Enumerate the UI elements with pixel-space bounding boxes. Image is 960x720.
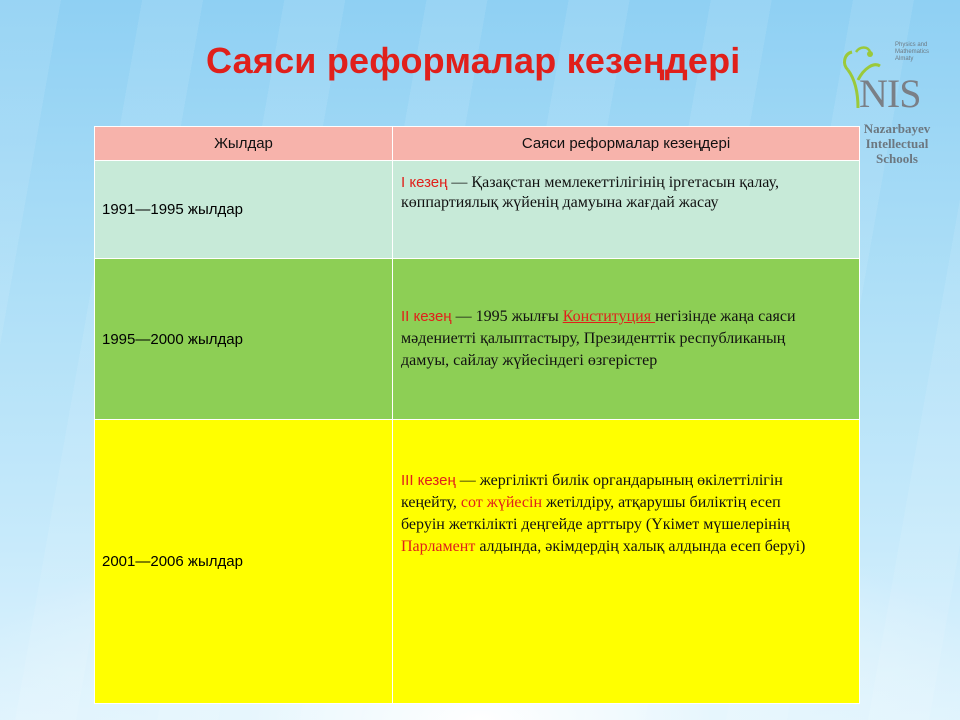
logo-org-name [852, 121, 942, 166]
table-header-row [95, 127, 860, 161]
parliament-highlight: Парламент [401, 538, 476, 555]
years-cell: 2001—2006 жылдар [95, 420, 393, 704]
stage-text-continued: негізінде жаңа саяси мәдениетті қалыптастыру, Президенттік республиканың дамуы, сайлау жүйесіндегі өзгерістер [401, 308, 796, 369]
header-years: Жылдар [95, 127, 393, 161]
logo-mark: NIS [859, 71, 921, 116]
years-cell: 1995—2000 жылдар [95, 259, 393, 420]
constitution-link[interactable]: Конституция [562, 308, 656, 325]
stage-label: II кезең [401, 308, 452, 325]
logo-small-text: Physics and Mathematics Almaty [895, 42, 930, 62]
stage-text: — 1995 жылғы [455, 308, 563, 325]
table-row [95, 259, 860, 420]
reforms-table [94, 126, 860, 704]
stage-text-end: алдында, әкімдердің халық алдында есеп беруі) [475, 538, 806, 555]
stage-text: — Қазақстан мемлекеттілігінің іргетасын қалау, көппартиялық жүйенің дамуына жағдай жасау [401, 174, 779, 211]
org-line-2: Intellectual [865, 136, 929, 151]
table-row [95, 420, 860, 704]
years-cell: 1991—1995 жылдар [95, 161, 393, 259]
stage-text: — жергілікті билік органдарының өкілеттілігін кеңейту, [401, 472, 783, 511]
slide-title: Саяси реформалар кезеңдері [206, 40, 741, 81]
description-cell [393, 259, 860, 420]
header-periods: Саяси реформалар кезеңдері [393, 127, 860, 161]
description-cell [393, 161, 860, 259]
description-cell [393, 420, 860, 704]
org-line-1: Nazarbayev [863, 121, 931, 136]
stage-label: I кезең [401, 174, 448, 191]
court-system-highlight: сот жүйесін [460, 494, 542, 511]
stage-text-continued: жетілдіру, атқарушы биліктің есеп беруін жеткілікті деңгейде арттыру (Үкімет мүшелерінің [401, 494, 790, 533]
stage-label: III кезең [401, 472, 456, 489]
org-line-3: Schools [876, 151, 918, 166]
table-row [95, 161, 860, 259]
